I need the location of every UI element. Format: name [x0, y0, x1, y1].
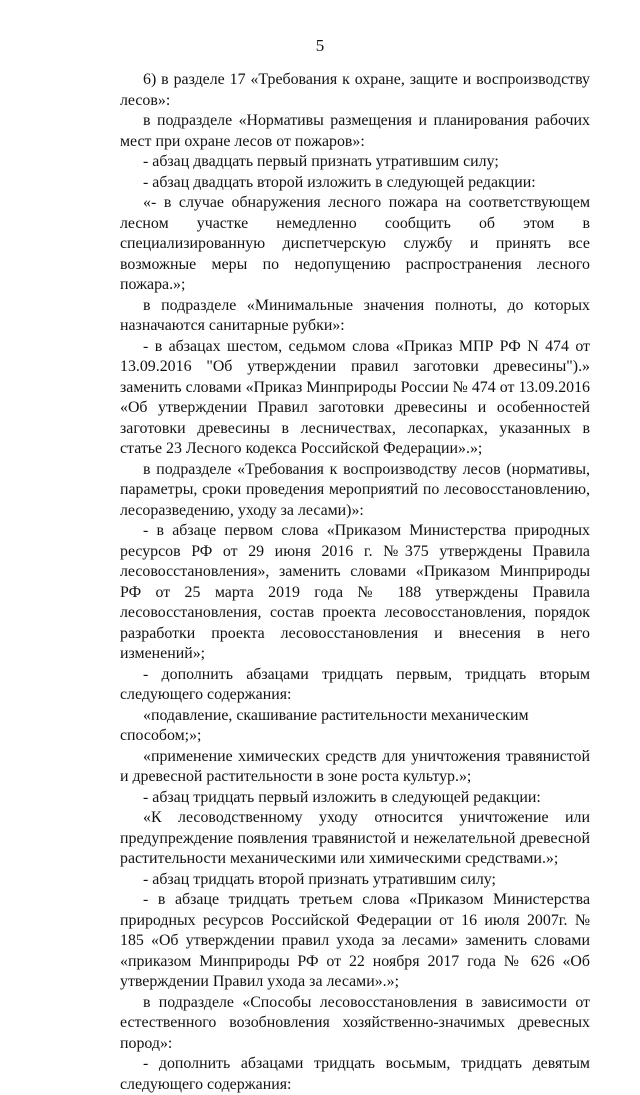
- document-body: [120, 70, 590, 1095]
- paragraph: 6) в разделе 17 «Требования к охране, защите и воспроизводству лесов»:: [120, 71, 590, 109]
- paragraph: в подразделе «Нормативы размещения и планирования рабочих мест при охране лесов от пожаров»:: [120, 112, 590, 150]
- paragraph: - абзац двадцать второй изложить в следующей редакции:: [143, 173, 536, 191]
- paragraph: - абзац тридцать второй признать утратившим силу;: [143, 870, 496, 888]
- paragraph: - абзац двадцать первый признать утратившим силу;: [143, 153, 499, 170]
- paragraph: - дополнить абзацами тридцать восьмым, тридцать девятым следующего содержания:: [120, 1055, 590, 1093]
- paragraph: в подразделе «Минимальные значения полноты, до которых назначаются санитарные рубки»:: [120, 296, 590, 334]
- paragraph: - в абзаце первом слова «Приказом Министерства природных ресурсов РФ от 29 июня 2016 г. №375 утверждены Правила лесовосстановления», заменить словами «Приказом Минприроды РФ от 25 марта 2019 года № 188 утверждены Правила лесовосстановления, состав проекта лесовосстановления, порядок разработки проекта лесовосстановления и внесения в него изменений»;: [120, 522, 590, 662]
- paragraph: - в абзацах шестом, седьмом слова «Приказ МПР РФ N 474 от 13.09.2016 "Об утверждении правил заготовки древесины").» заменить словами «Приказ Минприроды России № 474 от 13.09.2016 «Об утверждении Правил заготовки древесины и особенностей заготовки древесины в лесничествах, лесопарках, указанных в статье 23 Лесного кодекса Российской Федерации».»;: [120, 337, 590, 457]
- paragraph: в подразделе «Требования к воспроизводству лесов (нормативы, параметры, сроки проведения мероприятий по лесовосстановлению, лесоразведению, уходу за лесами)»:: [120, 460, 590, 519]
- page-number: 5: [315, 36, 325, 55]
- paragraph: - абзац тридцать первый изложить в следующей редакции:: [143, 788, 541, 806]
- paragraph: - дополнить абзацами тридцать первым, тридцать вторым следующего содержания:: [120, 665, 590, 703]
- paragraph: в подразделе «Способы лесовосстановления в зависимости от естественного возобновления хозяйственно-значимых древесных пород»:: [120, 993, 590, 1052]
- paragraph: «применение химических средств для уничтожения травянистой и древесной растительности в зоне роста культур.»;: [120, 747, 590, 785]
- paragraph: «- в случае обнаружения лесного пожара на соответствующем лесном участке немедленно сообщить об этом в специализированную диспетчерскую службу и принять все возможные меры по недопущению распространения лесного пожара.»;: [120, 194, 590, 293]
- paragraph: - в абзаце тридцать третьем слова «Приказом Министерства природных ресурсов Российской Федерации от 16 июля 2007г. № 185 «Об утверждении правил ухода за лесами» заменить словами «приказом Минприроды РФ от 22 ноября 2017 года № 626 «Об утверждении Правил ухода за лесами».»;: [120, 891, 590, 990]
- paragraph: «К лесоводственному уходу относится уничтожение или предупреждение появления травянистой и нежелательной древесной растительности механическими или химическими средствами.»;: [120, 809, 590, 867]
- paragraph: «подавление, скашивание растительности механическим способом;»;: [120, 706, 529, 744]
